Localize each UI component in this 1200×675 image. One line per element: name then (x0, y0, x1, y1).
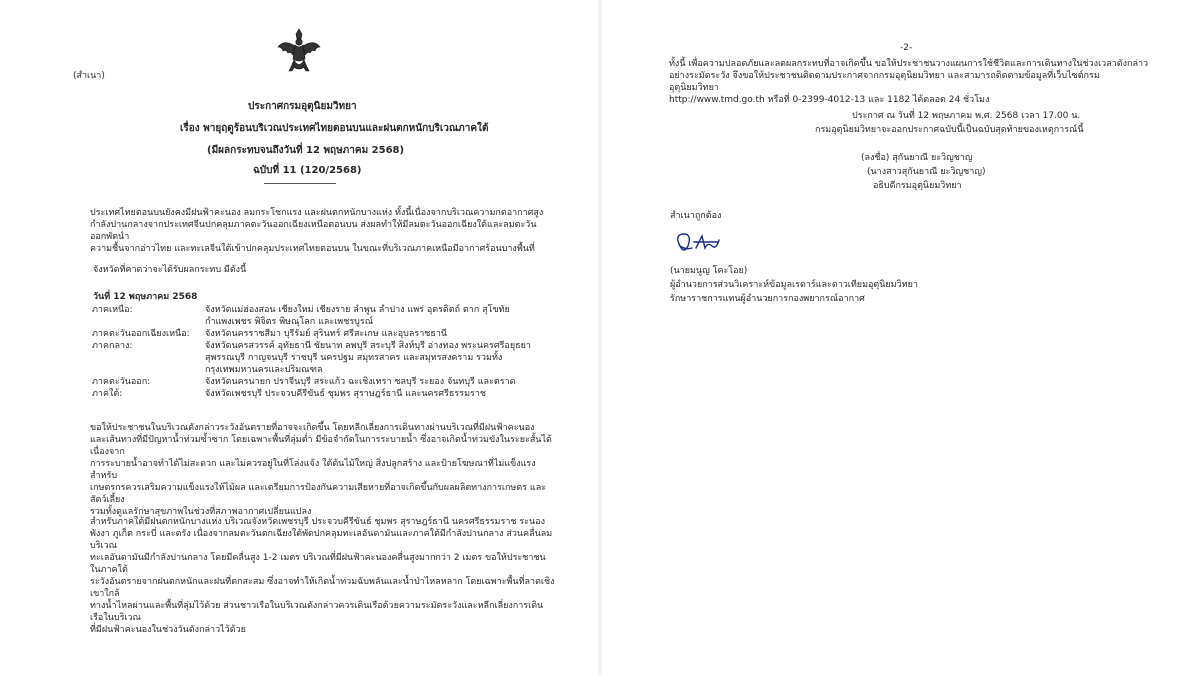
text-line: พังงา ภูเก็ต กระบี่ และตรัง เนื่องจากลมตะวันตกเฉียงใต้พัดปกคลุมทะเลอันดามันและภาคใต้มีกำลังปานกลาง ส่วนคลื่นลมบริเวณ (90, 529, 553, 551)
area-row-northeast (92, 328, 535, 340)
announcement-page-2 (602, 0, 1200, 675)
area-provinces: จังหวัดนครนายก ปราจีนบุรี สระแก้ว ฉะเชิงเทรา ชลบุรี ระยอง จันทบุรี และตราด (205, 377, 516, 387)
text-line: ที่มีฝนฟ้าคะนองในช่วงวันดังกล่าวไว้ด้วย (90, 625, 246, 635)
certifier-position: ผู้อำนวยการส่วนวิเคราะห์ข้อมูลเรดาร์และดาวเทียมอุตุนิยมวิทยา (670, 280, 918, 290)
area-label: ภาคตะวันออก: (92, 377, 151, 387)
document-title: ประกาศกรมอุตุนิยมวิทยา (248, 101, 357, 112)
advice-paragraph (90, 422, 555, 518)
text-line: http://www.tmd.go.th หรือที่ 0-2399-4012-13 และ 1182 ได้ตลอด 24 ชั่วโมง (669, 95, 990, 105)
signed-line: (ลงชื่อ) สุกันยาณี ยะวิญชาญ (861, 153, 973, 163)
text-line: ระวังอันตรายจากฝนตกหนักและฝนที่ตกสะสม ซึ่งอาจทำให้เกิดน้ำท่วมฉับพลันและน้ำป่าไหลหลาก โดยเฉพาะพื้นที่ลาดเชิงเขาใกล้ (90, 577, 555, 599)
area-label: ภาคใต้: (92, 389, 123, 399)
area-provinces: จังหวัดเพชรบุรี ประจวบคีรีขันธ์ ชุมพร สุราษฎร์ธานี และนครศรีธรรมราช (205, 389, 487, 399)
announced-date: ประกาศ ณ วันที่ 12 พฤษภาคม พ.ศ. 2568 เวลา 17.00 น. (852, 111, 1081, 121)
text-line: สำหรับภาคใต้มีฝนตกหนักบางแห่ง บริเวณจังหวัดเพชรบุรี ประจวบคีรีขันธ์ ชุมพร สุราษฎร์ธานี นครศรีธรรมราช ระนอง (90, 517, 545, 527)
copy-mark: (สำเนา) (73, 71, 105, 81)
handwritten-signature-icon (672, 228, 722, 258)
text-line: การระบายน้ำอาจทำได้ไม่สะดวก และไม่ควรอยู่ในที่โล่งแจ้ง ใต้ต้นไม้ใหญ่ สิ่งปลูกสร้าง และป้ายโฆษณาที่ไม่แข็งแรง สำหรับ (90, 459, 536, 481)
certifier-name: (นายมนูญ โคะโอย) (670, 266, 748, 276)
effective-date: (มีผลกระทบจนถึงวันที่ 12 พฤษภาคม 2568) (207, 145, 405, 156)
area-provinces: จังหวัดนครราชสีมา บุรีรัมย์ สุรินทร์ ศรีสะเกษ และอุบลราชธานี (205, 329, 448, 339)
text-line: ทะเลอันดามันมีกำลังปานกลาง โดยมีคลื่นสูง 1-2 เมตร บริเวณที่มีฝนฟ้าคะนองคลื่นสูงมากกว่า 2 เมตร ขอให้ประชาชนในภาคใต้ (90, 553, 546, 575)
announcement-page-1 (0, 0, 598, 675)
affected-intro: จังหวัดที่คาดว่าจะได้รับผลกระทบ มีดังนี้ (93, 265, 247, 275)
text-line: ทั้งนี้ เพื่อความปลอดภัยและลดผลกระทบที่อาจเกิดขึ้น ขอให้ประชาชนวางแผนการใช้ชีวิตและการเดินทางในช่วงเวลาดังกล่าว (669, 59, 1149, 69)
text-line: ความชื้นจากอ่าวไทย และทะเลจีนใต้เข้าปกคลุมประเทศไทยตอนบน ในขณะที่บริเวณภาคเหนือมีอากาศร้อนบางพื้นที่ (90, 244, 535, 254)
area-row-south (92, 388, 535, 400)
text-line: ขอให้ประชาชนในบริเวณดังกล่าวระวังอันตรายที่อาจจะเกิดขึ้น โดยหลีกเลี่ยงการเดินทางผ่านบริเวณที่มีฝนฟ้าคะนอง (90, 423, 535, 433)
area-label: ภาคเหนือ: (92, 305, 133, 315)
affected-areas-table (92, 304, 535, 400)
text-line: รวมทั้งดูแลรักษาสุขภาพในช่วงที่สภาพอากาศเปลี่ยนแปลง (90, 507, 312, 517)
text-line: กำลังปานกลางจากประเทศจีนปกคลุมภาคตะวันออกเฉียงเหนือตอนบน ส่งผลทำให้มีลมตะวันออกเฉียงใต้และลมตะวันออกพัดนำ (90, 220, 537, 242)
text-line: ประเทศไทยตอนบนยังคงมีฝนฟ้าคะนอง ลมกระโชกแรง และฝนตกหนักบางแห่ง ทั้งนี้เนื่องจากบริเวณความกดอากาศสูง (90, 208, 544, 218)
text-line: เกษตรกรควรเสริมความแข็งแรงให้ไม้ผล และเตรียมการป้องกันความเสียหายที่อาจเกิดขึ้นกับผลผลิตทางการเกษตร และสัตว์เลี้ยง (90, 483, 547, 505)
area-provinces: จังหวัดแม่ฮ่องสอน เชียงใหม่ เชียงราย ลำพูน ลำปาง แพร่ อุตรดิตถ์ ตาก สุโขทัย กำแพงเพชร พิจิตร พิษณุโลก และเพชรบูรณ์ (205, 305, 510, 327)
text-line: และเส้นทางที่มีปัญหาน้ำท่วมซ้ำซาก โดยเฉพาะพื้นที่ลุ่มต่ำ มีข้อจำกัดในการระบายน้ำ ซึ่งอาจเกิดน้ำท่วมขังในระยะสั้นได้ เนื่องจาก (90, 435, 552, 457)
text-line: ทางน้ำไหลผ่านและพื้นที่ลุ่มไว้ด้วย ส่วนชาวเรือในบริเวณดังกล่าวควรเดินเรือด้วยความระมัดระวังและหลีกเลี่ยงการเดินเรือในบริเวณ (90, 601, 544, 623)
area-label: ภาคกลาง: (92, 341, 133, 351)
certified-copy: สำเนาถูกต้อง (670, 211, 722, 221)
area-provinces: จังหวัดนครสวรรค์ อุทัยธานี ชัยนาท ลพบุรี สระบุรี สิงห์บุรี อ่างทอง พระนครศรีอยุธยา สุพรรณบุรี กาญจนบุรี ราชบุรี นครปฐม สมุทรสาคร และสมุทรสงคราม รวมทั้งกรุงเทพมหานครและปริมณฑล (205, 341, 531, 375)
document-subject: เรื่อง พายุฤดูร้อนบริเวณประเทศไทยตอนบนและฝนตกหนักบริเวณภาคใต้ (180, 123, 489, 134)
intro-paragraph (90, 207, 550, 255)
text-line: อย่างระมัดระวัง จึงขอให้ประชาชนติดตามประกาศจากกรมอุตุนิยมวิทยา และสามารถติดตามข้อมูลที่เว็บไซต์กรมอุตุนิยมวิทยา (669, 71, 1100, 93)
title-rule (264, 183, 336, 184)
closing-paragraph (669, 58, 1149, 106)
signer-name: (นางสาวสุกันยาณี ยะวิญชาญ) (867, 167, 986, 177)
final-issue-note: กรมอุตุนิยมวิทยาจะออกประกาศฉบับนี้เป็นฉบับสุดท้ายของเหตุการณ์นี้ (815, 125, 1084, 135)
area-row-central (92, 340, 535, 376)
certifier-acting-position: รักษาราชการแทนผู้อำนวยการกองพยากรณ์อากาศ (670, 294, 865, 304)
signer-title: อธิบดีกรมอุตุนิยมวิทยา (873, 181, 962, 191)
page-number: -2- (900, 43, 913, 53)
area-row-north (92, 304, 535, 328)
area-label: ภาคตะวันออกเฉียงเหนือ: (92, 329, 190, 339)
south-paragraph (90, 516, 555, 636)
area-row-east (92, 376, 535, 388)
date-heading: วันที่ 12 พฤษภาคม 2568 (93, 292, 198, 302)
issue-number: ฉบับที่ 11 (120/2568) (253, 165, 362, 176)
garuda-emblem-icon (274, 25, 324, 75)
